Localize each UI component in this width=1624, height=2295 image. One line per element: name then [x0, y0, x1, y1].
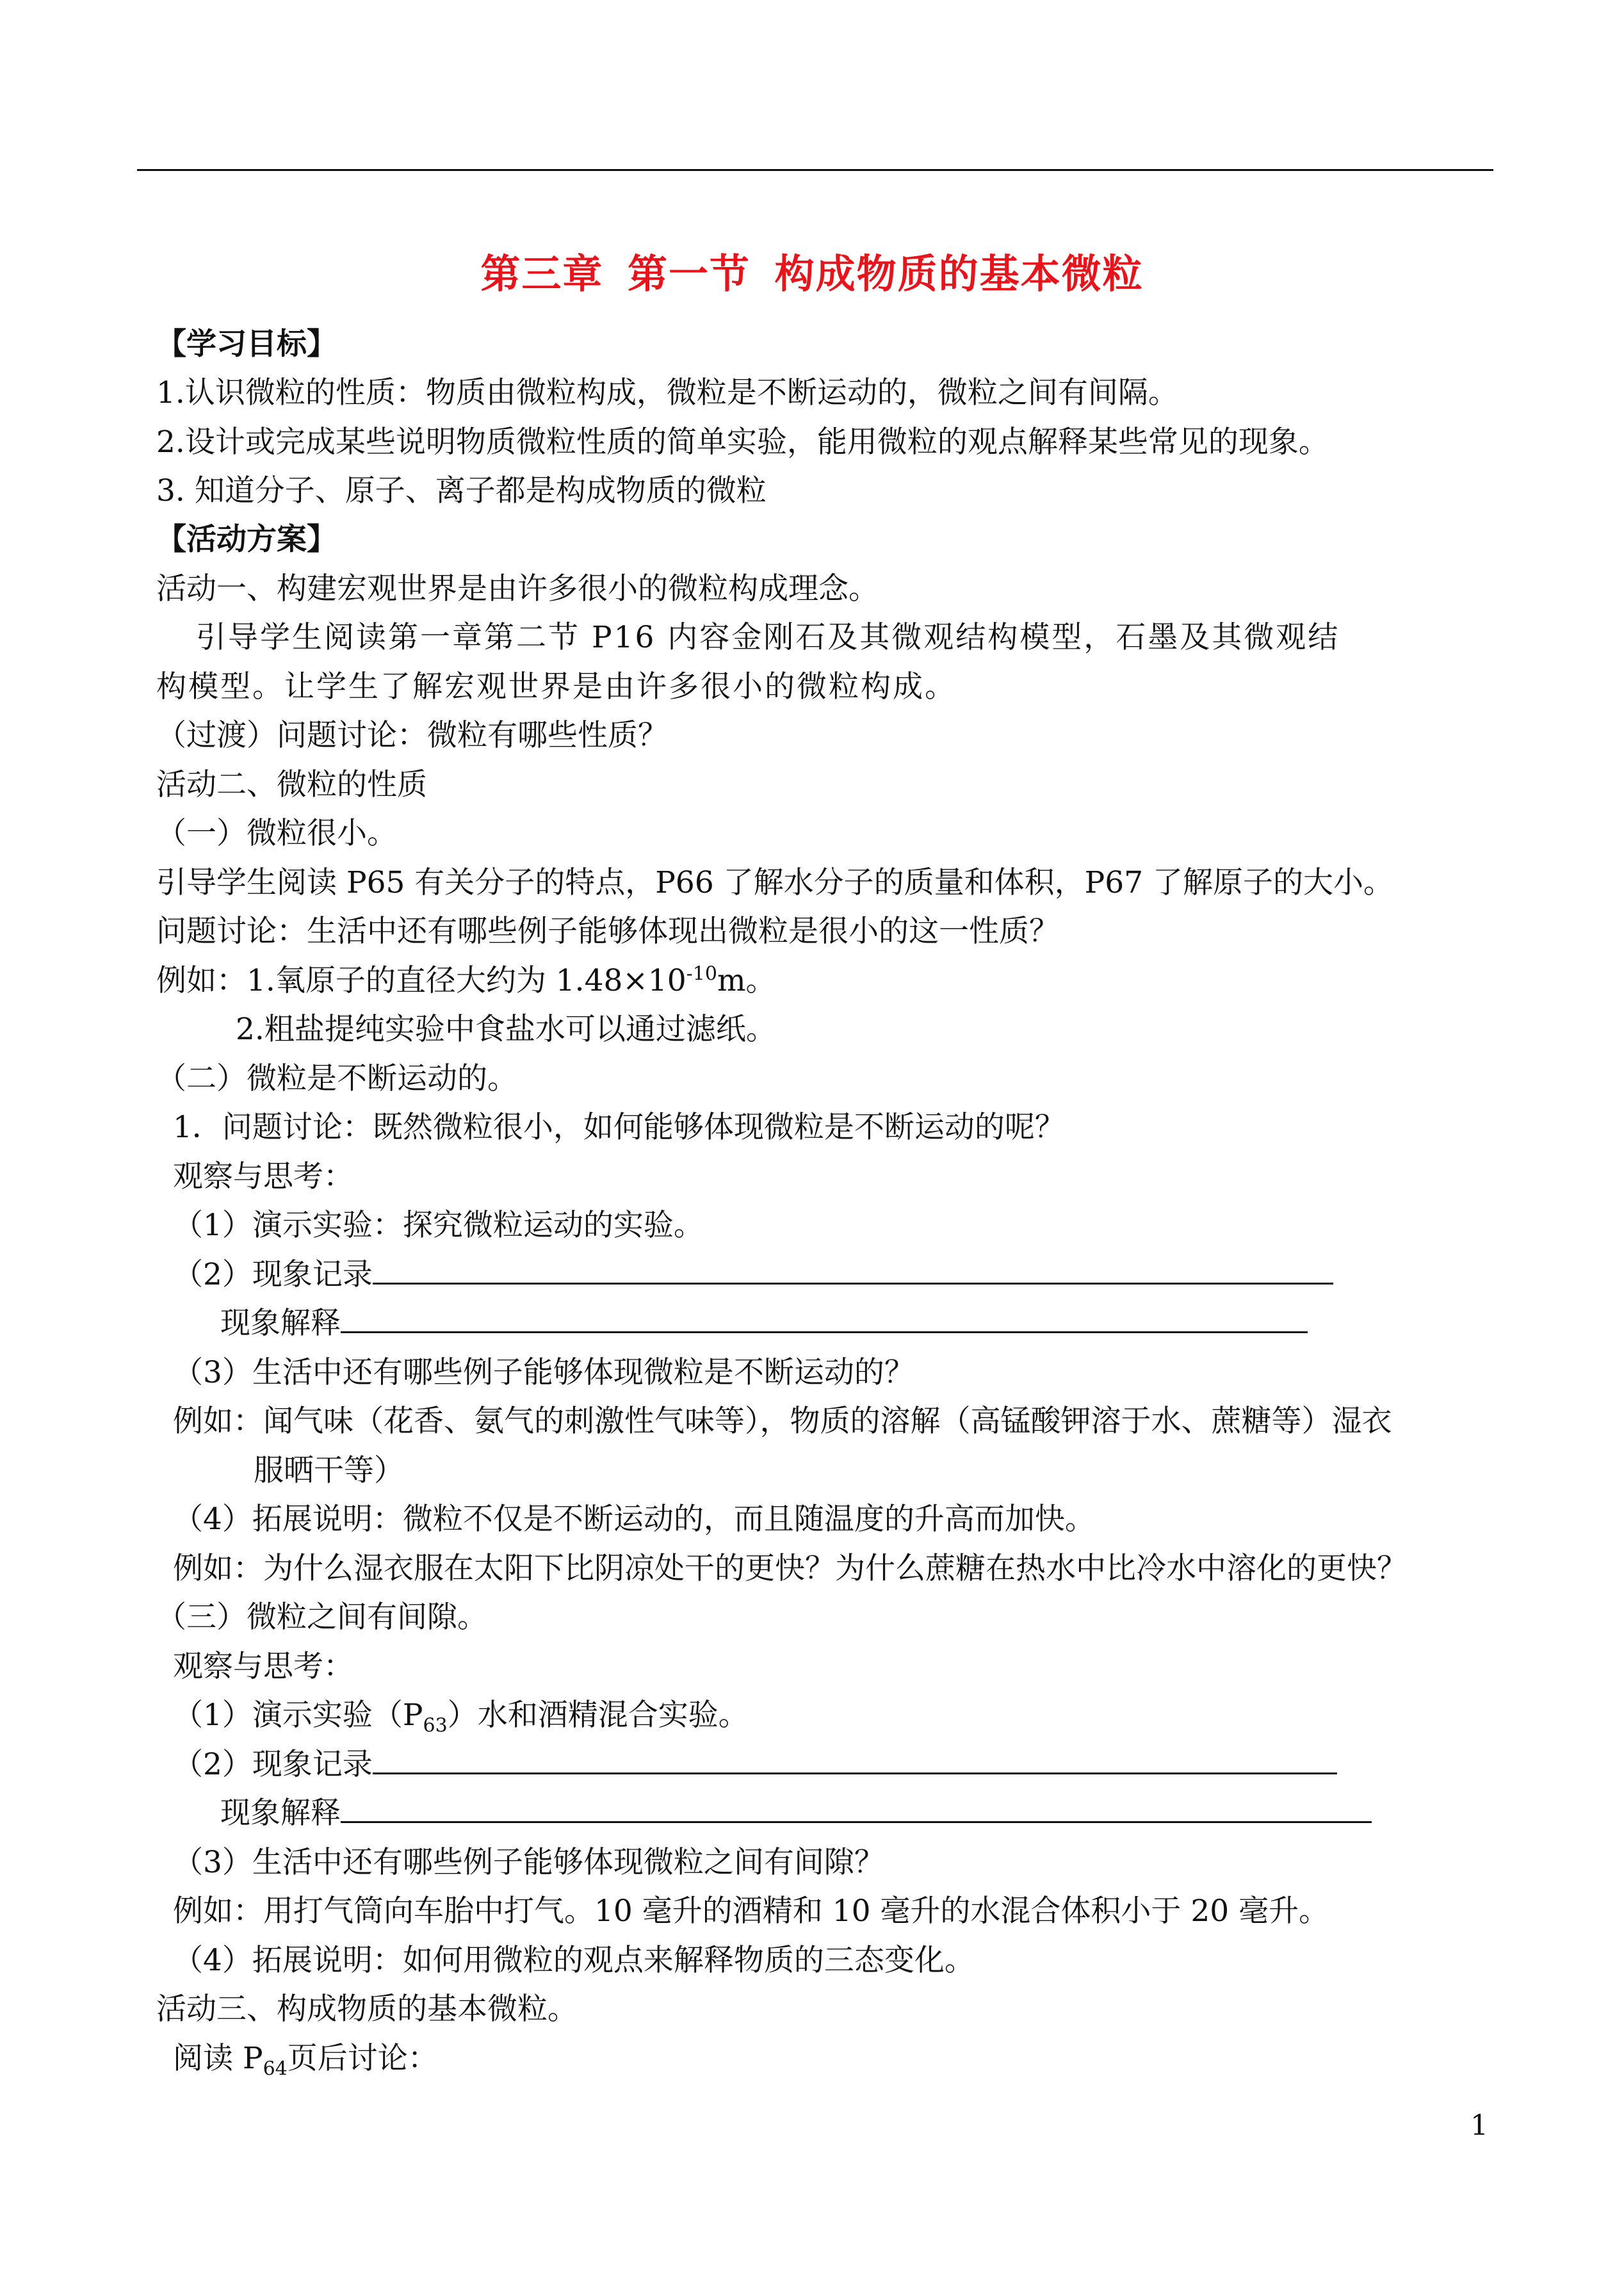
extension-temperature: （4）拓展说明：微粒不仅是不断运动的，而且随温度的升高而加快。 — [173, 1502, 1095, 1537]
subsection-2-heading: （二）微粒是不断运动的。 — [156, 1061, 517, 1096]
question-motion-examples: （3）生活中还有哪些例子能够体现微粒是不断运动的？ — [173, 1355, 914, 1390]
example-oxygen-text: 例如：1.氧原子的直径大约为 1.48×10 — [156, 963, 686, 998]
objective-3: 3. 知道分子、原子、离子都是构成物质的微粒 — [156, 473, 767, 508]
exponent: -10 — [686, 962, 717, 985]
activity-1-paragraph-line-1: 引导学生阅读第一章第二节 P16 内容金刚石及其微观结构模型，石墨及其微观结 — [196, 620, 1340, 655]
example-salt-filter: 2.粗盐提纯实验中食盐水可以通过滤纸。 — [236, 1012, 776, 1047]
demo-experiment-2 — [173, 1696, 749, 1735]
page-ref-sub: 63 — [423, 1714, 448, 1737]
phenomenon-record-label: （2）现象记录 — [173, 1257, 373, 1292]
example-oxygen-atom — [156, 962, 776, 1000]
extension-three-states: （4）拓展说明：如何用微粒的观点来解释物质的三态变化。 — [173, 1943, 975, 1978]
question-gap-examples: （3）生活中还有哪些例子能够体现微粒之间有间隙？ — [173, 1845, 884, 1880]
activity-2-heading: 活动二、微粒的性质 — [156, 767, 427, 802]
example-smell-line-2: 服晒干等） — [254, 1453, 404, 1488]
demo-p63-prefix: （1）演示实验（P — [173, 1698, 423, 1733]
discussion-question-2: 1．问题讨论：既然微粒很小，如何能够体现微粒是不断运动的呢？ — [173, 1110, 1065, 1145]
example-smell-line-1: 例如：闻气味（花香、氨气的刺激性气味等），物质的溶解（高锰酸钾溶于水、蔗糖等）湿衣 — [173, 1404, 1392, 1439]
page-ref-sub: 64 — [263, 2057, 288, 2080]
page-title: 第三章 第一节 构成物质的基本微粒 — [480, 250, 1144, 297]
phenomenon-record-2 — [173, 1746, 1337, 1784]
read-p64-discussion — [173, 2040, 438, 2078]
header-rule — [137, 169, 1493, 171]
answer-blank[interactable] — [341, 1306, 1308, 1333]
activity-3-heading: 活动三、构成物质的基本微粒。 — [156, 1991, 578, 2027]
answer-blank[interactable] — [341, 1796, 1372, 1823]
page-number: 1 — [1470, 2109, 1488, 2142]
section-heading-objectives: 【学习目标】 — [156, 327, 337, 362]
phenomenon-record-1 — [173, 1256, 1333, 1294]
objective-1: 1.认识微粒的性质：物质由微粒构成，微粒是不断运动的，微粒之间有间隔。 — [156, 375, 1178, 410]
phenomenon-explain-2 — [220, 1794, 1372, 1833]
section-heading-activities: 【活动方案】 — [156, 522, 337, 557]
observe-think-label-2: 观察与思考： — [173, 1649, 353, 1684]
discussion-question-1: 问题讨论：生活中还有哪些例子能够体现出微粒是很小的这一性质？ — [156, 914, 1059, 949]
phenomenon-explain-1 — [220, 1304, 1308, 1343]
example-tire-alcohol: 例如：用打气筒向车胎中打气。10 毫升的酒精和 10 毫升的水混合体积小于 20 毫升。 — [173, 1894, 1329, 1929]
read-p64-prefix: 阅读 P — [173, 2041, 263, 2076]
activity-1-heading: 活动一、构建宏观世界是由许多很小的微粒构成理念。 — [156, 571, 879, 606]
subsection-3-heading: （三）微粒之间有间隙。 — [156, 1600, 487, 1635]
activity-1-paragraph-line-2: 构模型。让学生了解宏观世界是由许多很小的微粒构成。 — [156, 669, 957, 704]
demo-experiment-1: （1）演示实验：探究微粒运动的实验。 — [173, 1208, 704, 1243]
phenomenon-explain-label: 现象解释 — [220, 1306, 341, 1341]
read-p64-suffix: 页后讨论： — [287, 2041, 438, 2076]
demo-p63-suffix: ）水和酒精混合实验。 — [447, 1698, 749, 1733]
reading-guide-line: 引导学生阅读 P65 有关分子的特点，P66 了解水分子的质量和体积，P67 了解原子的大小。 — [156, 865, 1394, 900]
objective-2: 2.设计或完成某些说明物质微粒性质的简单实验，能用微粒的观点解释某些常见的现象。 — [156, 425, 1329, 460]
unit-text: m。 — [717, 963, 776, 998]
subsection-1-heading: （一）微粒很小。 — [156, 816, 397, 851]
phenomenon-explain-label: 现象解释 — [220, 1796, 341, 1831]
observe-think-label: 观察与思考： — [173, 1159, 353, 1194]
example-drying-question: 例如：为什么湿衣服在太阳下比阴凉处干的更快？为什么蔗糖在热水中比冷水中溶化的更快？ — [173, 1551, 1407, 1586]
phenomenon-record-label: （2）现象记录 — [173, 1747, 373, 1782]
transition-question: （过渡）问题讨论：微粒有哪些性质？ — [156, 718, 668, 753]
answer-blank[interactable] — [373, 1257, 1333, 1285]
answer-blank[interactable] — [373, 1747, 1337, 1774]
